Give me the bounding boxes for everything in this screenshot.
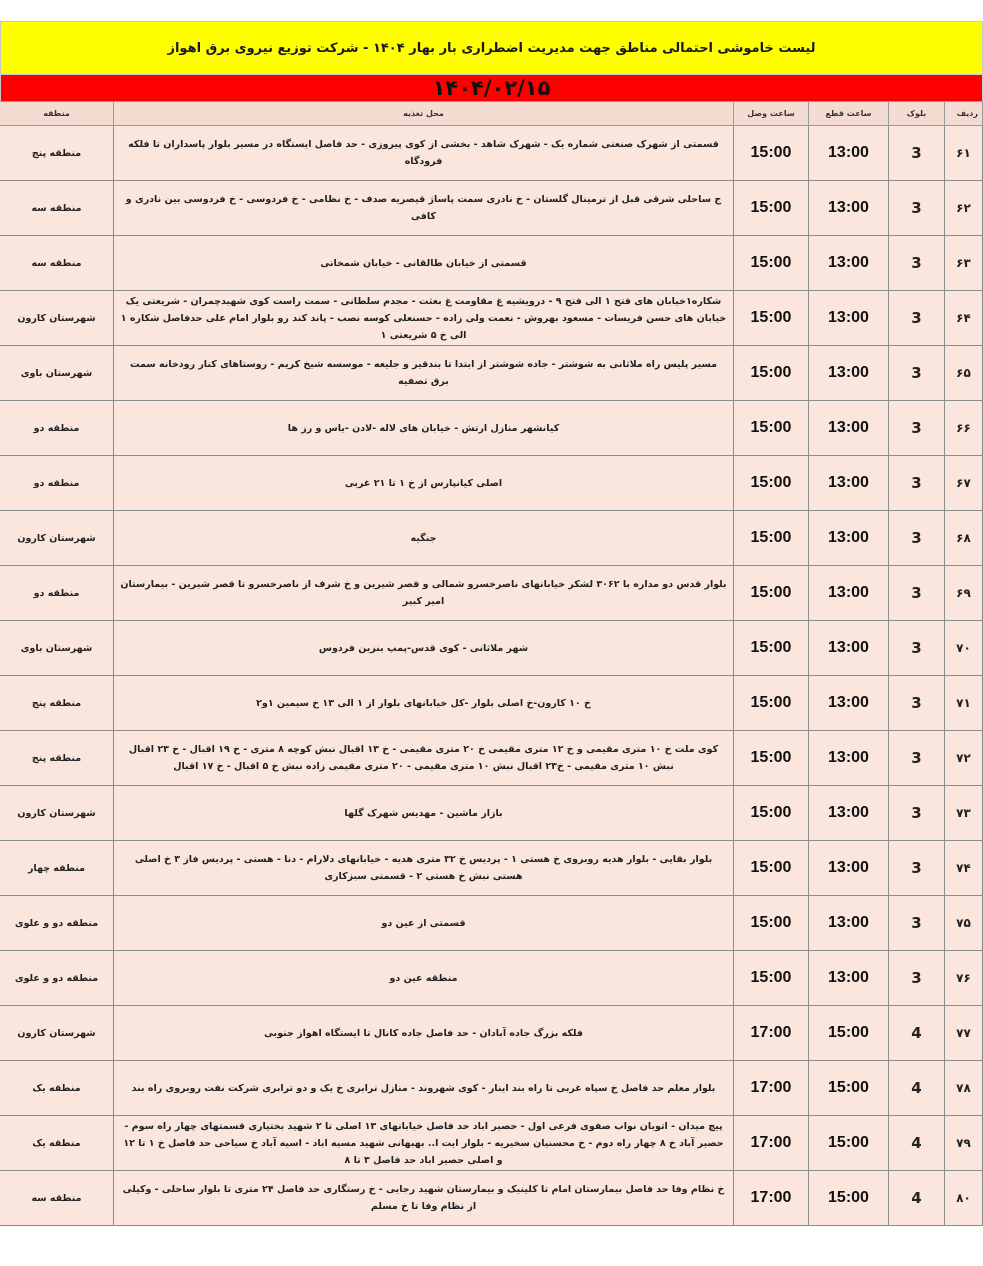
location-cell: بلوار معلم حد فاصل خ سپاه غربی تا راه بند اینار - کوی شهروند - منازل ترابری خ یک و دو ترابری شرکت نفت روبروی راه بند xyxy=(114,1061,734,1116)
location-cell: کوی ملت خ ۱۰ متری مقیمی و خ ۱۲ متری مقیمی خ ۲۰ متری مقیمی - خ ۱۳ اقبال نبش کوچه ۸ متری - خ ۱۹ اقبال - خ ۲۳ اقبال نبش ۱۰ متری مقیمی - خ۲۳ اقبال نبش ۱۰ متری مقیمی - ۲۰ متری مقیمی زاده نبش خ ۵ اقبال - خ ۱۷ اقبال xyxy=(114,731,734,786)
cut-time-cell: 15:00 xyxy=(809,1116,889,1171)
table-row xyxy=(0,951,983,1006)
row-number-cell: ۷۷ xyxy=(945,1006,983,1061)
cut-time-cell: 13:00 xyxy=(809,181,889,236)
row-number-cell: ۶۷ xyxy=(945,456,983,511)
block-cell: 4 xyxy=(889,1061,945,1116)
region-cell: منطقه پنج xyxy=(0,126,114,181)
location-cell: قسمتی از خیابان طالقانی - خیابان شمخانی xyxy=(114,236,734,291)
row-number-cell: ۶۵ xyxy=(945,346,983,401)
region-cell: منطقه سه xyxy=(0,1171,114,1226)
location-cell: منطقه عین دو xyxy=(114,951,734,1006)
location-cell: اصلی کیانپارس از خ ۱ تا ۲۱ غربی xyxy=(114,456,734,511)
region-cell: شهرستان کارون xyxy=(0,786,114,841)
cut-time-cell: 13:00 xyxy=(809,676,889,731)
header-location: محل تغذیه xyxy=(114,102,734,126)
block-cell: 4 xyxy=(889,1006,945,1061)
region-cell: منطقه یک xyxy=(0,1116,114,1171)
location-cell: پیچ میدان - اتوبان نواب صفوی فرعی اول - حصیر اباد حد فاصل خیابانهای ۱۳ اصلی تا ۲ شهید بختیاری قسمتهای چهار راه سوم - حصیر آباد خ ۸ چهار راه دوم - خ محسنیان سخیریه - بلوار ایت ا.. بهبهانی شهید مسیه اباد - اسیه آباد خ سیاحی حد فاصل خ ۱ تا ۱۲ و اصلی حصیر اباد حد فاصل ۳ تا ۸ xyxy=(114,1116,734,1171)
header-region: منطقه xyxy=(0,102,114,126)
block-cell: 4 xyxy=(889,1116,945,1171)
block-cell: 3 xyxy=(889,676,945,731)
row-number-cell: ۸۰ xyxy=(945,1171,983,1226)
table-row xyxy=(0,456,983,511)
table-row xyxy=(0,566,983,621)
location-cell: بلوار بقایی - بلوار هدیه روبروی خ هستی ۱ - پردیس خ ۳۲ متری هدیه - خیابانهای دلارام - دنا - هستی - پردیس فاز ۳ خ اصلی هستی نبش خ هستی ۲ - قسمتی سبزکاری xyxy=(114,841,734,896)
connect-time-cell: 15:00 xyxy=(734,236,809,291)
region-cell: منطقه چهار xyxy=(0,841,114,896)
row-number-cell: ۷۹ xyxy=(945,1116,983,1171)
table-row xyxy=(0,841,983,896)
table-row xyxy=(0,1116,983,1171)
block-cell: 3 xyxy=(889,401,945,456)
block-cell: 3 xyxy=(889,786,945,841)
header-row-number: ردیف xyxy=(945,102,983,126)
connect-time-cell: 17:00 xyxy=(734,1171,809,1226)
connect-time-cell: 15:00 xyxy=(734,676,809,731)
region-cell: شهرستان باوی xyxy=(0,621,114,676)
block-cell: 3 xyxy=(889,511,945,566)
block-cell: 4 xyxy=(889,1171,945,1226)
location-cell: خ ۱۰ کارون-خ اصلی بلوار -کل خیابانهای بلوار از ۱ الی ۱۳ خ سیمین ۱و۲ xyxy=(114,676,734,731)
row-number-cell: ۶۲ xyxy=(945,181,983,236)
cut-time-cell: 13:00 xyxy=(809,456,889,511)
location-cell: مسیر پلیس راه ملاثانی به شوشتر - جاده شوشتر از ابتدا تا بندقیر و جلیعه - موسسه شیخ کریم - روستاهای کنار رودخانه سمت برق تصفیه xyxy=(114,346,734,401)
location-cell: شکاره۱خیابان های فتح ۱ الی فتح ۹ - درویشیه غ مقاومت غ بعثت - مجدم سلطانی - سمت راست کوی شهیدچمران - شریعتی یک خیابان های حسن فریسات - مسعود بهروش - نعمت ولی زاده - حسنعلی کوسه نصب - پاند کند رو بلوار امام علی حدفاصل شکاره ۱ الی خ ۵ شریعتی ۱ xyxy=(114,291,734,346)
block-cell: 3 xyxy=(889,456,945,511)
location-cell: شهر ملاثانی - کوی قدس-پمپ بنزین فردوس xyxy=(114,621,734,676)
block-cell: 3 xyxy=(889,951,945,1006)
connect-time-cell: 15:00 xyxy=(734,786,809,841)
table-row xyxy=(0,346,983,401)
block-cell: 3 xyxy=(889,566,945,621)
location-cell: کیانشهر منازل ارتش - خیابان های لاله -لادن -یاس و رز ها xyxy=(114,401,734,456)
cut-time-cell: 15:00 xyxy=(809,1061,889,1116)
row-number-cell: ۷۳ xyxy=(945,786,983,841)
connect-time-cell: 15:00 xyxy=(734,291,809,346)
cut-time-cell: 13:00 xyxy=(809,566,889,621)
header-connect-time: ساعت وصل xyxy=(734,102,809,126)
table-row xyxy=(0,126,983,181)
location-cell: ج ساحلی شرقی قبل از ترمینال گلستان - خ نادری سمت پاساژ قیصریه صدف - خ نظامی - خ فردوسی - خ فردوسی بین نادری و کافی xyxy=(114,181,734,236)
cut-time-cell: 13:00 xyxy=(809,841,889,896)
row-number-cell: ۶۹ xyxy=(945,566,983,621)
region-cell: منطقه سه xyxy=(0,181,114,236)
row-number-cell: ۷۸ xyxy=(945,1061,983,1116)
outage-table xyxy=(0,101,983,1226)
block-cell: 3 xyxy=(889,126,945,181)
block-cell: 3 xyxy=(889,236,945,291)
header-cut-time: ساعت قطع xyxy=(809,102,889,126)
row-number-cell: ۷۴ xyxy=(945,841,983,896)
connect-time-cell: 15:00 xyxy=(734,566,809,621)
block-cell: 3 xyxy=(889,291,945,346)
connect-time-cell: 15:00 xyxy=(734,401,809,456)
block-cell: 3 xyxy=(889,621,945,676)
block-cell: 3 xyxy=(889,896,945,951)
region-cell: شهرستان کارون xyxy=(0,291,114,346)
table-row xyxy=(0,896,983,951)
table-row xyxy=(0,1171,983,1226)
block-cell: 3 xyxy=(889,181,945,236)
table-row xyxy=(0,181,983,236)
block-cell: 3 xyxy=(889,731,945,786)
block-cell: 3 xyxy=(889,346,945,401)
table-row xyxy=(0,621,983,676)
row-number-cell: ۶۳ xyxy=(945,236,983,291)
connect-time-cell: 15:00 xyxy=(734,346,809,401)
table-row xyxy=(0,1061,983,1116)
table-row xyxy=(0,676,983,731)
region-cell: منطقه دو xyxy=(0,566,114,621)
region-cell: منطقه پنج xyxy=(0,676,114,731)
connect-time-cell: 15:00 xyxy=(734,456,809,511)
region-cell: شهرستان باوی xyxy=(0,346,114,401)
cut-time-cell: 13:00 xyxy=(809,291,889,346)
connect-time-cell: 15:00 xyxy=(734,731,809,786)
row-number-cell: ۶۴ xyxy=(945,291,983,346)
table-row xyxy=(0,291,983,346)
table-row xyxy=(0,786,983,841)
cut-time-cell: 15:00 xyxy=(809,1006,889,1061)
table-row xyxy=(0,1006,983,1061)
cut-time-cell: 13:00 xyxy=(809,236,889,291)
cut-time-cell: 13:00 xyxy=(809,731,889,786)
row-number-cell: ۷۶ xyxy=(945,951,983,1006)
cut-time-cell: 13:00 xyxy=(809,126,889,181)
connect-time-cell: 15:00 xyxy=(734,841,809,896)
cut-time-cell: 13:00 xyxy=(809,401,889,456)
region-cell: منطقه دو xyxy=(0,401,114,456)
cut-time-cell: 13:00 xyxy=(809,896,889,951)
header-block: بلوک xyxy=(889,102,945,126)
connect-time-cell: 15:00 xyxy=(734,511,809,566)
region-cell: منطقه دو xyxy=(0,456,114,511)
row-number-cell: ۶۸ xyxy=(945,511,983,566)
outage-sheet xyxy=(0,21,983,1226)
connect-time-cell: 15:00 xyxy=(734,126,809,181)
location-cell: بازار ماشین - مهدیس شهرک گلها xyxy=(114,786,734,841)
location-cell: قسمتی از عین دو xyxy=(114,896,734,951)
connect-time-cell: 15:00 xyxy=(734,181,809,236)
location-cell: بلوار قدس دو مداره با ۳۰۶۲ لشکر خیابانهای ناصرخسرو شمالی و قصر شیرین و خ شرف از ناصرخسرو تا قصر شیرین - بیمارستان امیر کبیر xyxy=(114,566,734,621)
row-number-cell: ۶۱ xyxy=(945,126,983,181)
region-cell: منطقه یک xyxy=(0,1061,114,1116)
table-row xyxy=(0,401,983,456)
connect-time-cell: 17:00 xyxy=(734,1116,809,1171)
region-cell: منطقه پنج xyxy=(0,731,114,786)
table-row xyxy=(0,731,983,786)
row-number-cell: ۷۱ xyxy=(945,676,983,731)
cut-time-cell: 13:00 xyxy=(809,786,889,841)
row-number-cell: ۷۰ xyxy=(945,621,983,676)
cut-time-cell: 13:00 xyxy=(809,511,889,566)
row-number-cell: ۷۵ xyxy=(945,896,983,951)
row-number-cell: ۷۲ xyxy=(945,731,983,786)
location-cell: خ نظام وفا حد فاصل بیمارستان امام تا کلینیک و بیمارستان شهید رجایی - خ رستگاری حد فاصل ۲۴ متری تا بلوار ساحلی - وکیلی از نظام وفا تا خ مسلم xyxy=(114,1171,734,1226)
cut-time-cell: 13:00 xyxy=(809,346,889,401)
block-cell: 3 xyxy=(889,841,945,896)
region-cell: منطقه سه xyxy=(0,236,114,291)
region-cell: منطقه دو و علوی xyxy=(0,951,114,1006)
cut-time-cell: 13:00 xyxy=(809,621,889,676)
sheet-date: ۱۴۰۴/۰۲/۱۵ xyxy=(0,75,983,101)
region-cell: منطقه دو و علوی xyxy=(0,896,114,951)
cut-time-cell: 15:00 xyxy=(809,1171,889,1226)
region-cell: شهرستان کارون xyxy=(0,511,114,566)
table-row xyxy=(0,236,983,291)
table-header-row xyxy=(0,102,983,126)
cut-time-cell: 13:00 xyxy=(809,951,889,1006)
connect-time-cell: 15:00 xyxy=(734,951,809,1006)
connect-time-cell: 15:00 xyxy=(734,896,809,951)
row-number-cell: ۶۶ xyxy=(945,401,983,456)
location-cell: قسمتی از شهرک صنعتی شماره یک - شهرک شاهد - بخشی از کوی پیروزی - حد فاصل ایستگاه در مسیر بلوار پاسداران تا فلکه فرودگاه xyxy=(114,126,734,181)
location-cell: جنگیه xyxy=(114,511,734,566)
connect-time-cell: 17:00 xyxy=(734,1006,809,1061)
connect-time-cell: 17:00 xyxy=(734,1061,809,1116)
sheet-title: لیست خاموشی احتمالی مناطق جهت مدیریت اضطراری بار بهار ۱۴۰۴ - شرکت توزیع نیروی برق اهواز xyxy=(0,21,983,75)
table-row xyxy=(0,511,983,566)
location-cell: فلکه بزرگ جاده آبادان - حد فاصل جاده کانال تا ایستگاه اهواز جنوبی xyxy=(114,1006,734,1061)
connect-time-cell: 15:00 xyxy=(734,621,809,676)
region-cell: شهرستان کارون xyxy=(0,1006,114,1061)
